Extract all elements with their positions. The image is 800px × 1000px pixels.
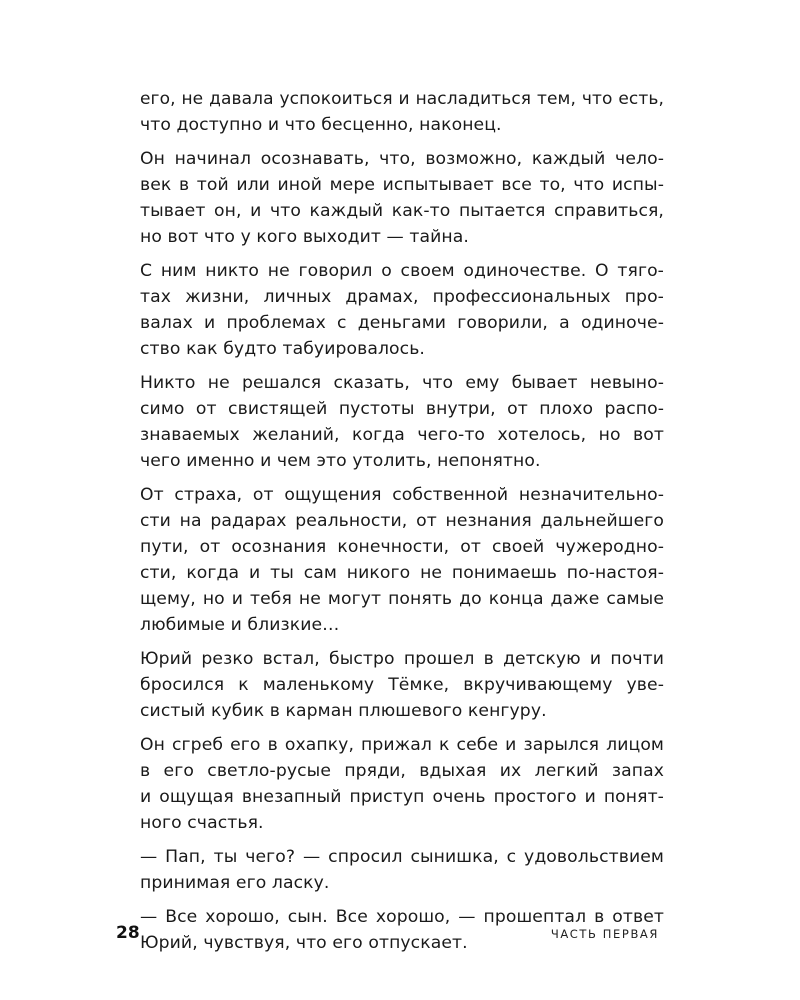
text-line: его, не давала успокоиться и насладиться тем, что есть,	[140, 89, 664, 109]
text-line: чего именно и чем это утолить, непонятно.	[140, 451, 541, 471]
paragraph-1	[140, 86, 664, 138]
text-line: симо от свистящей пустоты внутри, от плохо распо-	[140, 399, 664, 419]
text-line: — Пап, ты чего? — спросил сынишка, с удовольствием	[140, 847, 664, 867]
text-line: тах жизни, личных драмах, профессиональных про-	[140, 287, 664, 307]
text-line: валах и проблемах с деньгами говорили, а одиноче-	[140, 313, 664, 333]
text-line: век в той или иной мере испытывает все то, что испы-	[140, 175, 664, 195]
text-line: в его светло-русые пряди, вдыхая их легкий запах	[140, 761, 664, 781]
text-line: сти на радарах реальности, от незнания дальнейшего	[140, 511, 664, 531]
text-line: — Все хорошо, сын. Все хорошо, — прошептал в ответ	[140, 907, 664, 927]
text-line: знаваемых желаний, когда чего-то хотелось, но вот	[140, 425, 664, 445]
text-line: Он начинал осознавать, что, возможно, каждый чело-	[140, 149, 664, 169]
text-line: ство как будто табуировалось.	[140, 339, 425, 359]
text-line: От страха, от ощущения собственной незначительно-	[140, 485, 664, 505]
text-line: Никто не решался сказать, что ему бывает невыно-	[140, 373, 664, 393]
text-line: принимая его ласку.	[140, 873, 330, 893]
text-line: любимые и близкие…	[140, 615, 340, 635]
running-head: ЧАСТЬ ПЕРВАЯ	[550, 927, 659, 941]
paragraph-7	[140, 732, 664, 836]
paragraph-2	[140, 146, 664, 250]
paragraph-4	[140, 370, 664, 474]
text-line: щему, но и тебя не могут понять до конца даже самые	[140, 589, 664, 609]
text-line: Он сгреб его в охапку, прижал к себе и зарылся лицом	[140, 735, 664, 755]
text-line: но вот что у кого выходит — тайна.	[140, 227, 469, 247]
text-line: сти, когда и ты сам никого не понимаешь по-настоя-	[140, 563, 664, 583]
page-number: 28	[116, 923, 140, 943]
text-line: и ощущая внезапный приступ очень простого и понят-	[140, 787, 664, 807]
body-text	[140, 86, 664, 964]
text-line: пути, от осознания конечности, от своей чужеродно-	[140, 537, 664, 557]
text-line: что доступно и что бесценно, наконец.	[140, 115, 502, 135]
text-line: Юрий, чувствуя, что его отпускает.	[140, 933, 468, 953]
text-line: ного счастья.	[140, 813, 264, 833]
text-line: бросился к маленькому Тёмке, вкручивающему уве-	[140, 675, 664, 695]
text-line: тывает он, и что каждый как-то пытается справиться,	[140, 201, 664, 221]
paragraph-5	[140, 482, 664, 638]
text-line: систый кубик в карман плюшевого кенгуру.	[140, 701, 547, 721]
text-line: Юрий резко встал, быстро прошел в детскую и почти	[140, 649, 664, 669]
paragraph-3	[140, 258, 664, 362]
paragraph-8	[140, 844, 664, 896]
paragraph-6	[140, 646, 664, 724]
text-line: С ним никто не говорил о своем одиночестве. О тяго-	[140, 261, 664, 281]
